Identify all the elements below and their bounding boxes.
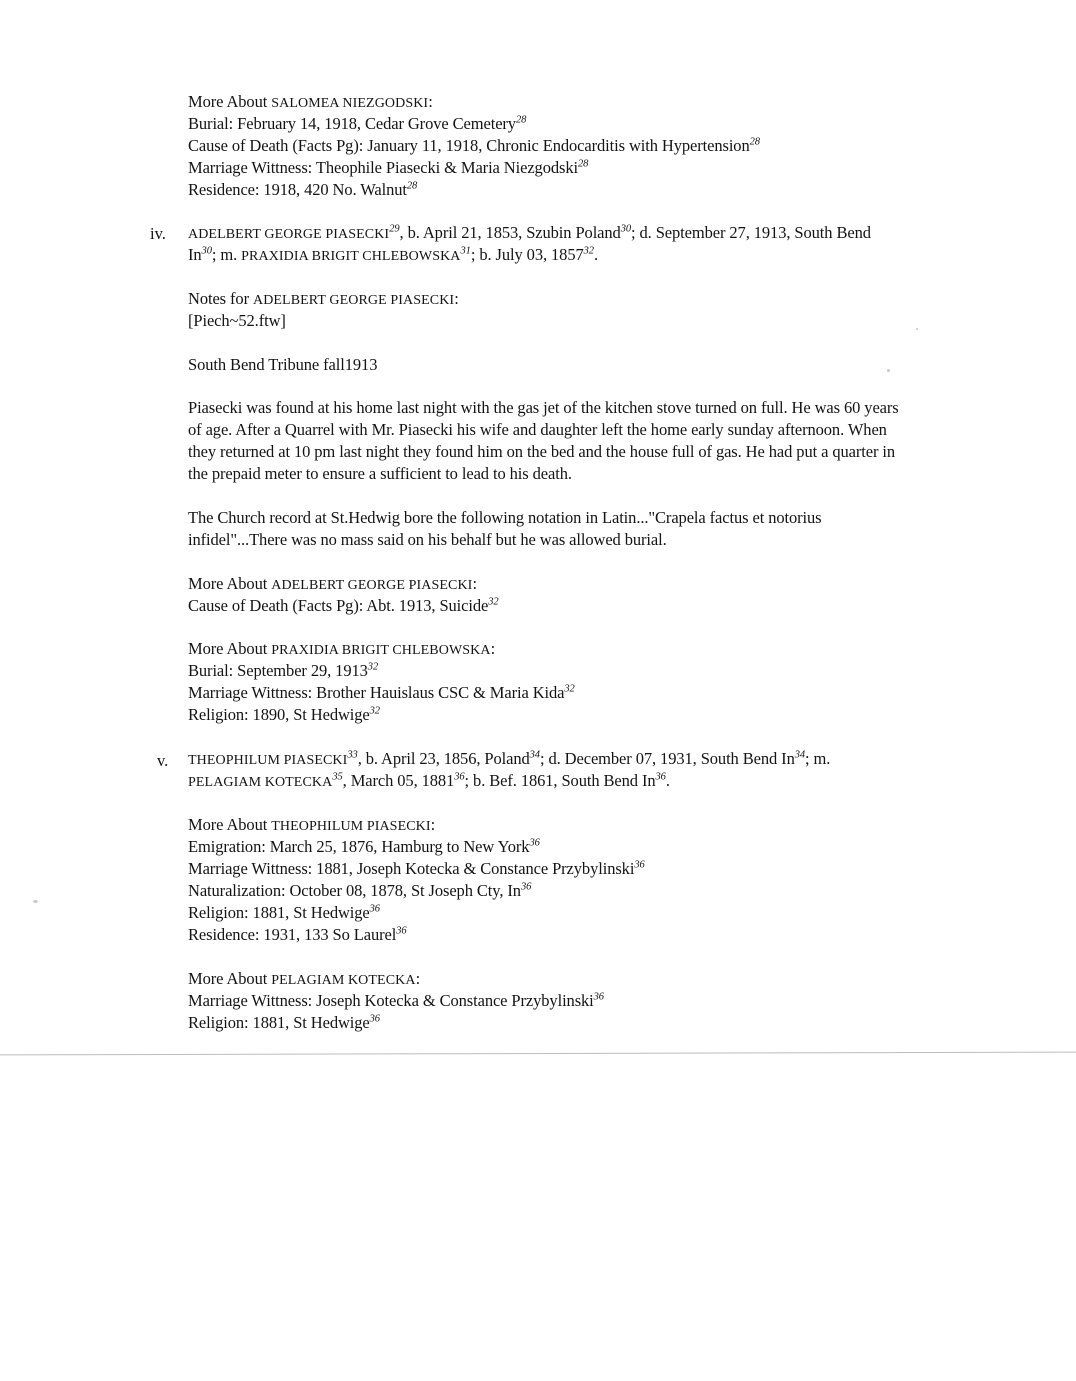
child-entry-line-2: In$^{30}$; m. PRAXIDIA BRIGIT CHLEBOWSKA$^{31}$; b. July 03, 1857$^{32}$. [188,245,598,264]
notes-paragraph-line: the prepaid meter to ensure a sufficient to lead to his death. [188,464,572,483]
notes-paragraph-line: infidel"...There was no mass said on his behalf but he was allowed burial. [188,530,667,549]
child-numeral: v. [157,751,169,770]
notes-paragraph-line: Piasecki was found at his home last night with the gas jet of the kitchen stove turned on full. He was 60 years [188,398,899,417]
marriage-witness-fact: Marriage Wittness: 1881, Joseph Kotecka & Constance Przybylinski$^{36}$ [188,859,645,878]
religion-fact: Religion: 1881, St Hedwige$^{36}$ [188,903,380,922]
more-about-heading: More About PRAXIDIA BRIGIT CHLEBOWSKA: [188,639,496,658]
child-entry-line-1: ADELBERT GEORGE PIASECKI$^{29}$, b. April 21, 1853, Szubin Poland$^{30}$; d. September 27, 1913, South Bend [188,223,871,242]
marriage-witness-fact: Marriage Wittness: Joseph Kotecka & Constance Przybylinski$^{36}$ [188,991,604,1010]
more-about-heading: More About ADELBERT GEORGE PIASECKI: [188,574,477,593]
cause-of-death-fact: Cause of Death (Facts Pg): January 11, 1918, Chronic Endocarditis with Hypertension$^{28}$ [188,136,760,155]
scan-speck [33,900,38,903]
religion-fact: Religion: 1881, St Hedwige$^{36}$ [188,1013,380,1032]
notes-paragraph-line: of age. After a Quarrel with Mr. Piasecki his wife and daughter left the home early sunday afternoon. When [188,420,887,439]
notes-paragraph-line: they returned at 10 pm last night they found him on the bed and the house full of gas. He had put a quarter in [188,442,896,461]
notes-heading: Notes for ADELBERT GEORGE PIASECKI: [188,289,459,308]
child-entry-line-2: PELAGIAM KOTECKA$^{35}$, March 05, 1881$^{36}$; b. Bef. 1861, South Bend In$^{36}$. [188,771,670,790]
more-about-heading: More About PELAGIAM KOTECKA: [188,969,421,988]
burial-fact: Burial: September 29, 1913$^{32}$ [188,661,379,680]
emigration-fact: Emigration: March 25, 1876, Hamburg to New York$^{36}$ [188,837,540,856]
notes-paragraph-line: The Church record at St.Hedwig bore the following notation in Latin..."Crapela factus et notorius [188,508,822,527]
residence-fact: Residence: 1918, 420 No. Walnut$^{28}$ [188,180,418,199]
scan-speck [887,369,890,372]
notes-source: South Bend Tribune fall1913 [188,355,378,374]
more-about-heading: More About SALOMEA NIEZGODSKI: [188,92,433,111]
residence-fact: Residence: 1931, 133 So Laurel$^{36}$ [188,925,407,944]
child-entry-line-1: THEOPHILUM PIASECKI$^{33}$, b. April 23, 1856, Poland$^{34}$; d. December 07, 1931, South Bend In$^{34}$; m. [188,749,831,768]
marriage-witness-fact: Marriage Wittness: Brother Hauislaus CSC & Maria Kida$^{32}$ [188,683,575,702]
child-numeral: iv. [150,224,166,243]
burial-fact: Burial: February 14, 1918, Cedar Grove Cemetery$^{28}$ [188,114,527,133]
paper-fold-line [0,1052,1076,1056]
marriage-witness-fact: Marriage Wittness: Theophile Piasecki & Maria Niezgodski$^{28}$ [188,158,589,177]
scan-speck [916,328,918,330]
naturalization-fact: Naturalization: October 08, 1878, St Joseph Cty, In$^{36}$ [188,881,532,900]
notes-file-reference: [Piech~52.ftw] [188,311,286,330]
cause-of-death-fact: Cause of Death (Facts Pg): Abt. 1913, Suicide$^{32}$ [188,596,499,615]
more-about-heading: More About THEOPHILUM PIASECKI: [188,815,436,834]
religion-fact: Religion: 1890, St Hedwige$^{32}$ [188,705,380,724]
